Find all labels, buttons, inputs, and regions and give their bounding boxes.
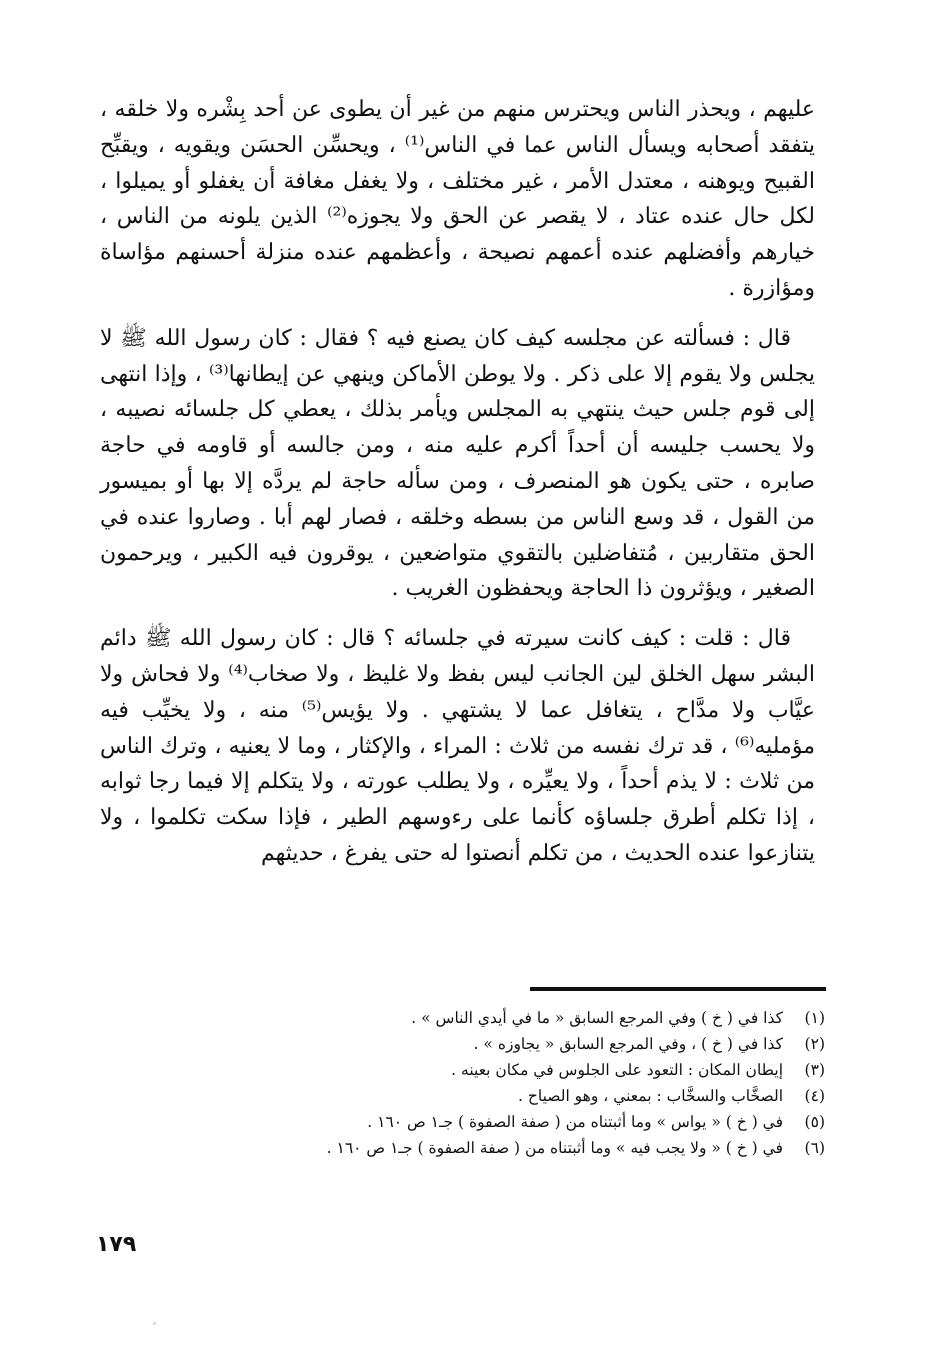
paragraph-1: عليهم ، ويحذر الناس ويحترس منهم من غير أن يطوى عن أحد بِشْره ولا خلقه ، يتفقد أصحابه ويسأل الناس عما في الناس⁽¹⁾ ، ويحسِّن الحسَن ويقويه ، ويقبِّح القبيح ويوهنه ، معتدل الأمر ، غير مختلف ، ولا يغفل مغافة أن يغفلو أو يميلوا ، لكل حال عنده عتاد ، لا يقصر عن الحق ولا يجوزه⁽²⁾ الذين يلونه من الناس ، خيارهم وأفضلهم عنده أعمهم نصيحة ، وأعظمهم عنده منزلة أحسنهم مؤاساة ومؤازرة . <box>100 97 816 301</box>
footnote-number: (٣) <box>804 1061 825 1079</box>
footnote-number: (٤) <box>804 1087 825 1105</box>
footnotes <box>200 1005 825 1161</box>
footnote-number: (٦) <box>804 1139 825 1157</box>
scan-speck <box>153 1322 156 1325</box>
footnote-text: في ( خ ) « يواس » وما أثبتناه من ( صفة الصفوة ) جـ١ ص ١٦٠ . <box>367 1113 783 1131</box>
footnote-text: في ( خ ) « ولا يجب فيه » وما أثبتناه من ( صفة الصفوة ) جـ١ ص ١٦٠ . <box>326 1139 783 1157</box>
footnote-text: الصخَّاب والسخَّاب : بمعني ، وهو الصياح . <box>518 1087 783 1105</box>
footnote-item <box>200 1005 825 1031</box>
footnote-number: (٥) <box>804 1113 825 1131</box>
footnote-item <box>200 1057 825 1083</box>
footnote-number: (٢) <box>804 1035 825 1053</box>
footnote-item <box>200 1135 825 1161</box>
paragraph-3: قال : قلت : كيف كانت سيرته في جلسائه ؟ قال : كان رسول الله ﷺ دائم البشر سهل الخلق لين الجانب ليس بفظ ولا غليظ ، ولا صخاب⁽⁴⁾ ولا فحاش ولا عيَّاب ولا مدَّاح ، يتغافل عما لا يشتهي . ولا يؤيس⁽⁵⁾ منه ، ولا يخيِّب فيه مؤمليه⁽⁶⁾ ، قد ترك نفسه من ثلاث : المراء ، والإكثار ، وما لا يعنيه ، وترك الناس من ثلاث : لا يذم أحداً ، ولا يعيِّره ، ولا يطلب عورته ، ولا يتكلم إلا فيما رجا ثوابه ، إذا تكلم أطرق جلساؤه كأنما على رءوسهم الطير ، فإذا سكت تكلموا ، ولا يتنازعوا عنده الحديث ، من تكلم أنصتوا له حتى يفرغ ، حديثهم <box>100 626 815 866</box>
footnote-text: كذا في ( خ ) ، وفي المرجع السابق « يجاوزه » . <box>473 1035 783 1053</box>
paragraph-2: قال : فسألته عن مجلسه كيف كان يصنع فيه ؟ فقال : كان رسول الله ﷺ لا يجلس ولا يقوم إلا على ذكر . ولا يوطن الأماكن وينهي عن إيطانها⁽³⁾ ، وإذا انتهى إلى قوم جلس حيث ينتهي به المجلس ويأمر بذلك ، يعطي كل جلسائه نصيبه ، ولا يحسب جليسه أن أحداً أكرم عليه منه ، ومن جالسه أو قاومه في حاجة صابره ، حتى يكون هو المنصرف ، ومن سأله حاجة لم يردَّه إلا بها أو بميسور من القول ، قد وسع الناس من بسطه وخلقه ، فصار لهم أبا . وصاروا عنده في الحق متقاربين ، مُتفاضلين بالتقوي متواضعين ، يوقرون فيه الكبير ، ويرحمون الصغير ، ويؤثرون ذا الحاجة ويحفظون الغريب . <box>100 325 815 602</box>
footnote-text: كذا في ( خ ) وفي المرجع السابق « ما في أيدي الناس » . <box>411 1009 783 1027</box>
footnote-item <box>200 1083 825 1109</box>
main-text <box>100 92 815 872</box>
footnote-separator <box>530 987 826 991</box>
footnote-item <box>200 1109 825 1135</box>
page-number: ١٧٩ <box>96 1232 137 1257</box>
footnote-text: إيطان المكان : التعود على الجلوس في مكان بعينه . <box>451 1061 783 1079</box>
footnote-item <box>200 1031 825 1057</box>
footnote-number: (١) <box>804 1009 825 1027</box>
